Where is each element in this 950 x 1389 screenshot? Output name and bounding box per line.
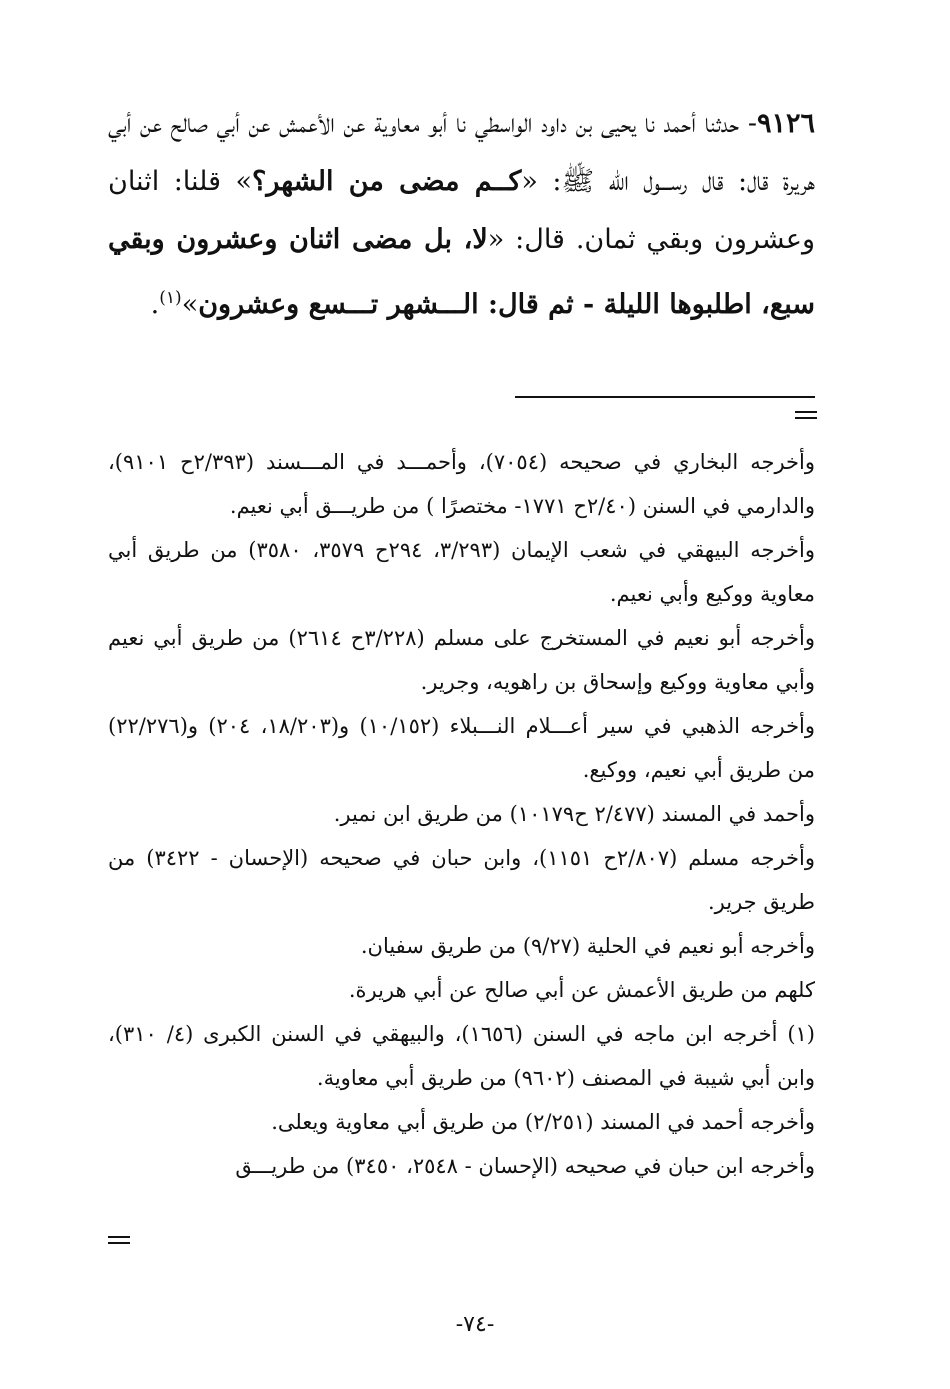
footnote-paragraph: وأخرجه البخاري في صحيحه (٧٠٥٤)، وأحمـــد في المـــسند (٢/٣٩٣ح ٩١٠١)، والدارمي في السنن (٢/٤٠ح ١٧٧١- مختصرًا ) من طريـــق أبي نعيم.: [108, 450, 815, 518]
hadith-text: [108, 95, 815, 334]
page-number: -٧٤-: [455, 1312, 495, 1337]
footnote-paragraph: وأحمد في المسند (٢/٤٧٧ ح١٠١٧٩) من طريق ابن نمير.: [333, 802, 815, 826]
footnote-paragraph: وأخرجه أحمد في المسند (٢/٢٥١) من طريق أبي معاوية ويعلى.: [271, 1110, 815, 1134]
footnote-paragraph: وأخرجه أبو نعيم في المستخرج على مسلم (٣/٢٢٨ح ٢٦١٤) من طريق أبي نعيم وأبي معاوية ووكيع وإسحاق بن راهويه، وجرير.: [108, 626, 816, 694]
prophet-quote-1: كــم مضى من الشهر؟: [252, 166, 522, 197]
hadith-number: ٩١٢٦: [756, 108, 815, 139]
footnotes: [108, 440, 815, 1188]
footnote-paragraph: كلهم من طريق الأعمش عن أبي صالح عن أبي هريرة.: [348, 978, 815, 1002]
footnote-continues-mark: [108, 1236, 130, 1244]
footnote-paragraph: وأخرجه مسلم (٢/٨٠٧ح ١١٥١)، وابن حبان في صحيحه (الإحسان - ٣٤٢٢) من طريق جرير.: [108, 846, 816, 914]
footnote-ref: (١): [159, 288, 182, 308]
footnote-paragraph: وأخرجه الذهبي في سير أعـــلام النـــبلاء (١٠/١٥٢) و(١٨/٢٠٣، ٢٠٤) و(٢٢/٢٧٦) من طريق أبي نعيم، ووكيع.: [108, 714, 816, 782]
footnote-paragraph: وأخرجه ابن حبان في صحيحه (الإحسان - ٢٥٤٨، ٣٤٥٠) من طريـــق: [235, 1154, 815, 1178]
footnote-paragraph: (١) أخرجه ابن ماجه في السنن (١٦٥٦)، والبيهقي في السنن الكبرى (٤/ ٣١٠)، وابن أبي شيبة في المصنف (٩٦٠٢) من طريق أبي معاوية.: [108, 1022, 815, 1090]
footnote-paragraph: وأخرجه البيهقي في شعب الإيمان (٣/٢٩٣، ٢٩٤ح ٣٥٧٩، ٣٥٨٠) من طريق أبي معاوية ووكيع وأبي نعيم.: [108, 538, 815, 606]
footnote-paragraph: وأخرجه أبو نعيم في الحلية (٩/٢٧) من طريق سفيان.: [360, 934, 815, 958]
hadith-middle: » قلنا: اثنان وعشرون وبقي ثمان. قال: «: [108, 166, 815, 255]
footnote-continuation-mark: [795, 411, 817, 419]
prophet-quote-2: لا، بل مضى اثنان وعشرون وبقي سبع، اطلبوها الليلة - ثم قال: الـــشهر تـــسع وعشرون: [108, 224, 815, 320]
footnote-separator: [515, 396, 815, 398]
hadith-isnad: - حدثنا أحمد نا يحيى بن داود الواسطي نا أبو معاوية عن الأعمش عن أبي صالح عن أبي هريرة قال: قال رســـول الله ﷺ: «: [108, 108, 815, 197]
hadith-end-period: .: [150, 289, 160, 320]
quote-close: »: [181, 289, 199, 320]
